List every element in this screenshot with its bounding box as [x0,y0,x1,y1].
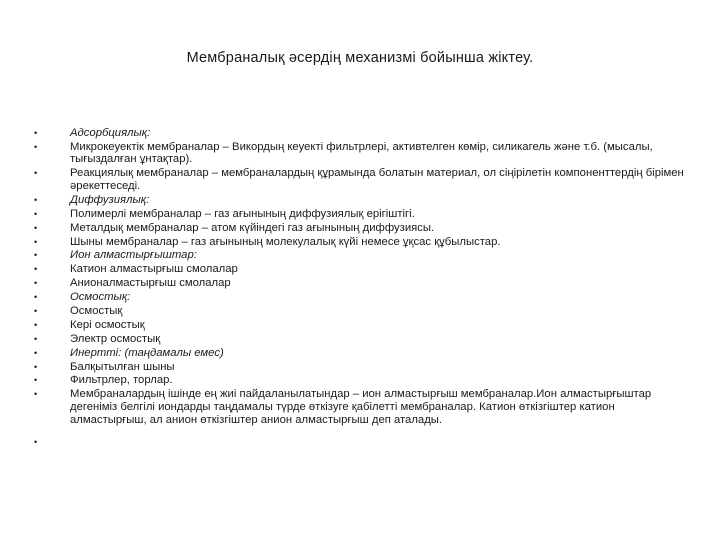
list-item-text: Электр осмостық [70,332,161,345]
list-item [34,347,694,360]
list-item-text: Адсорбциялық: [70,127,151,139]
list-item [34,277,694,290]
list-item-text: Кері осмостық [70,318,145,331]
list-item-text: Осмостық: [70,291,131,304]
list-item [34,236,694,249]
list-item [34,127,694,140]
bullet-icon: • [34,236,38,247]
bullet-icon: • [34,264,38,275]
bullet-icon: • [34,361,38,372]
list-item [34,374,694,387]
bullet-icon: • [34,278,38,289]
classification-list [34,127,694,448]
bullet-icon: • [34,333,38,344]
bullet-icon: • [34,292,38,303]
list-item [34,333,694,346]
bullet-icon: • [34,305,38,316]
list-item [34,194,694,207]
bullet-icon: • [34,128,38,138]
list-item [34,305,694,318]
bullet-icon: • [34,168,38,179]
list-item [34,208,694,221]
list-item-text: Шыны мембраналар – газ ағынының молекулалық күйі немесе ұқсас құбылыстар. [70,235,501,248]
page-title: Мембраналық әсердің механизмі бойынша жіктеу. [186,50,534,66]
bullet-icon: • [34,250,38,261]
list-item [34,167,694,192]
list-item-text: Анионалмастырғыш смолалар [70,277,231,290]
list-item [34,141,694,166]
bullet-icon: • [34,319,38,330]
list-item [34,291,694,304]
list-item-text: Фильтрлер, торлар. [70,374,173,387]
list-item [34,319,694,332]
list-item-text: Ион алмастырғыштар: [70,249,197,262]
list-item-text: Катион алмастырғыш смолалар [70,263,238,276]
list-item-text: Балқытылған шыны [70,360,175,373]
list-item-text: Мембраналардың ішінде ең жиі пайдаланылатындар – ион алмастырғыш мембраналар.Ион алмастырғыштар дегеніміз белгілі иондарды таңдамалы түрде өткізуге қабілетті мембраналар. Катион өткізгіштер катион алмастырғыш, ал анион өткізгіштер анион алмастырғыш деп аталады. [70,388,652,426]
bullet-icon: • [34,437,38,448]
bullet-icon: • [34,222,38,233]
list-item-text: Диффузиялық: [70,193,150,206]
bullet-icon: • [34,194,38,205]
bullet-icon: • [34,208,38,219]
bullet-icon: • [34,389,38,400]
list-item-text: Инертті: (таңдамалы емес) [70,346,224,359]
list-item-text: Осмостық [70,304,123,317]
bullet-icon: • [34,375,38,386]
list-item-text: Микрокеуектік мембраналар – Викордың кеуекті фильтрлері, активтелген көмір, силикагель және т.б. (мысалы, тығыздалған ұнтақтар). [70,140,653,166]
list-item [34,388,694,426]
list-item-text: Реакциялық мембраналар – мембраналардың құрамында болатын материал, ол сіңірілетін компоненттердің бірімен әрекеттеседі. [70,167,684,192]
list-item-text: Металдық мембраналар – атом күйіндегі газ ағынының диффузиясы. [70,221,435,234]
list-item [34,263,694,276]
list-item [34,361,694,374]
list-item-text: Полимерлі мембраналар – газ ағынының диффузиялық ерігіштігі. [70,207,415,220]
list-item [34,249,694,262]
bullet-icon: • [34,141,38,152]
list-item [34,222,694,235]
bullet-icon: • [34,347,38,358]
